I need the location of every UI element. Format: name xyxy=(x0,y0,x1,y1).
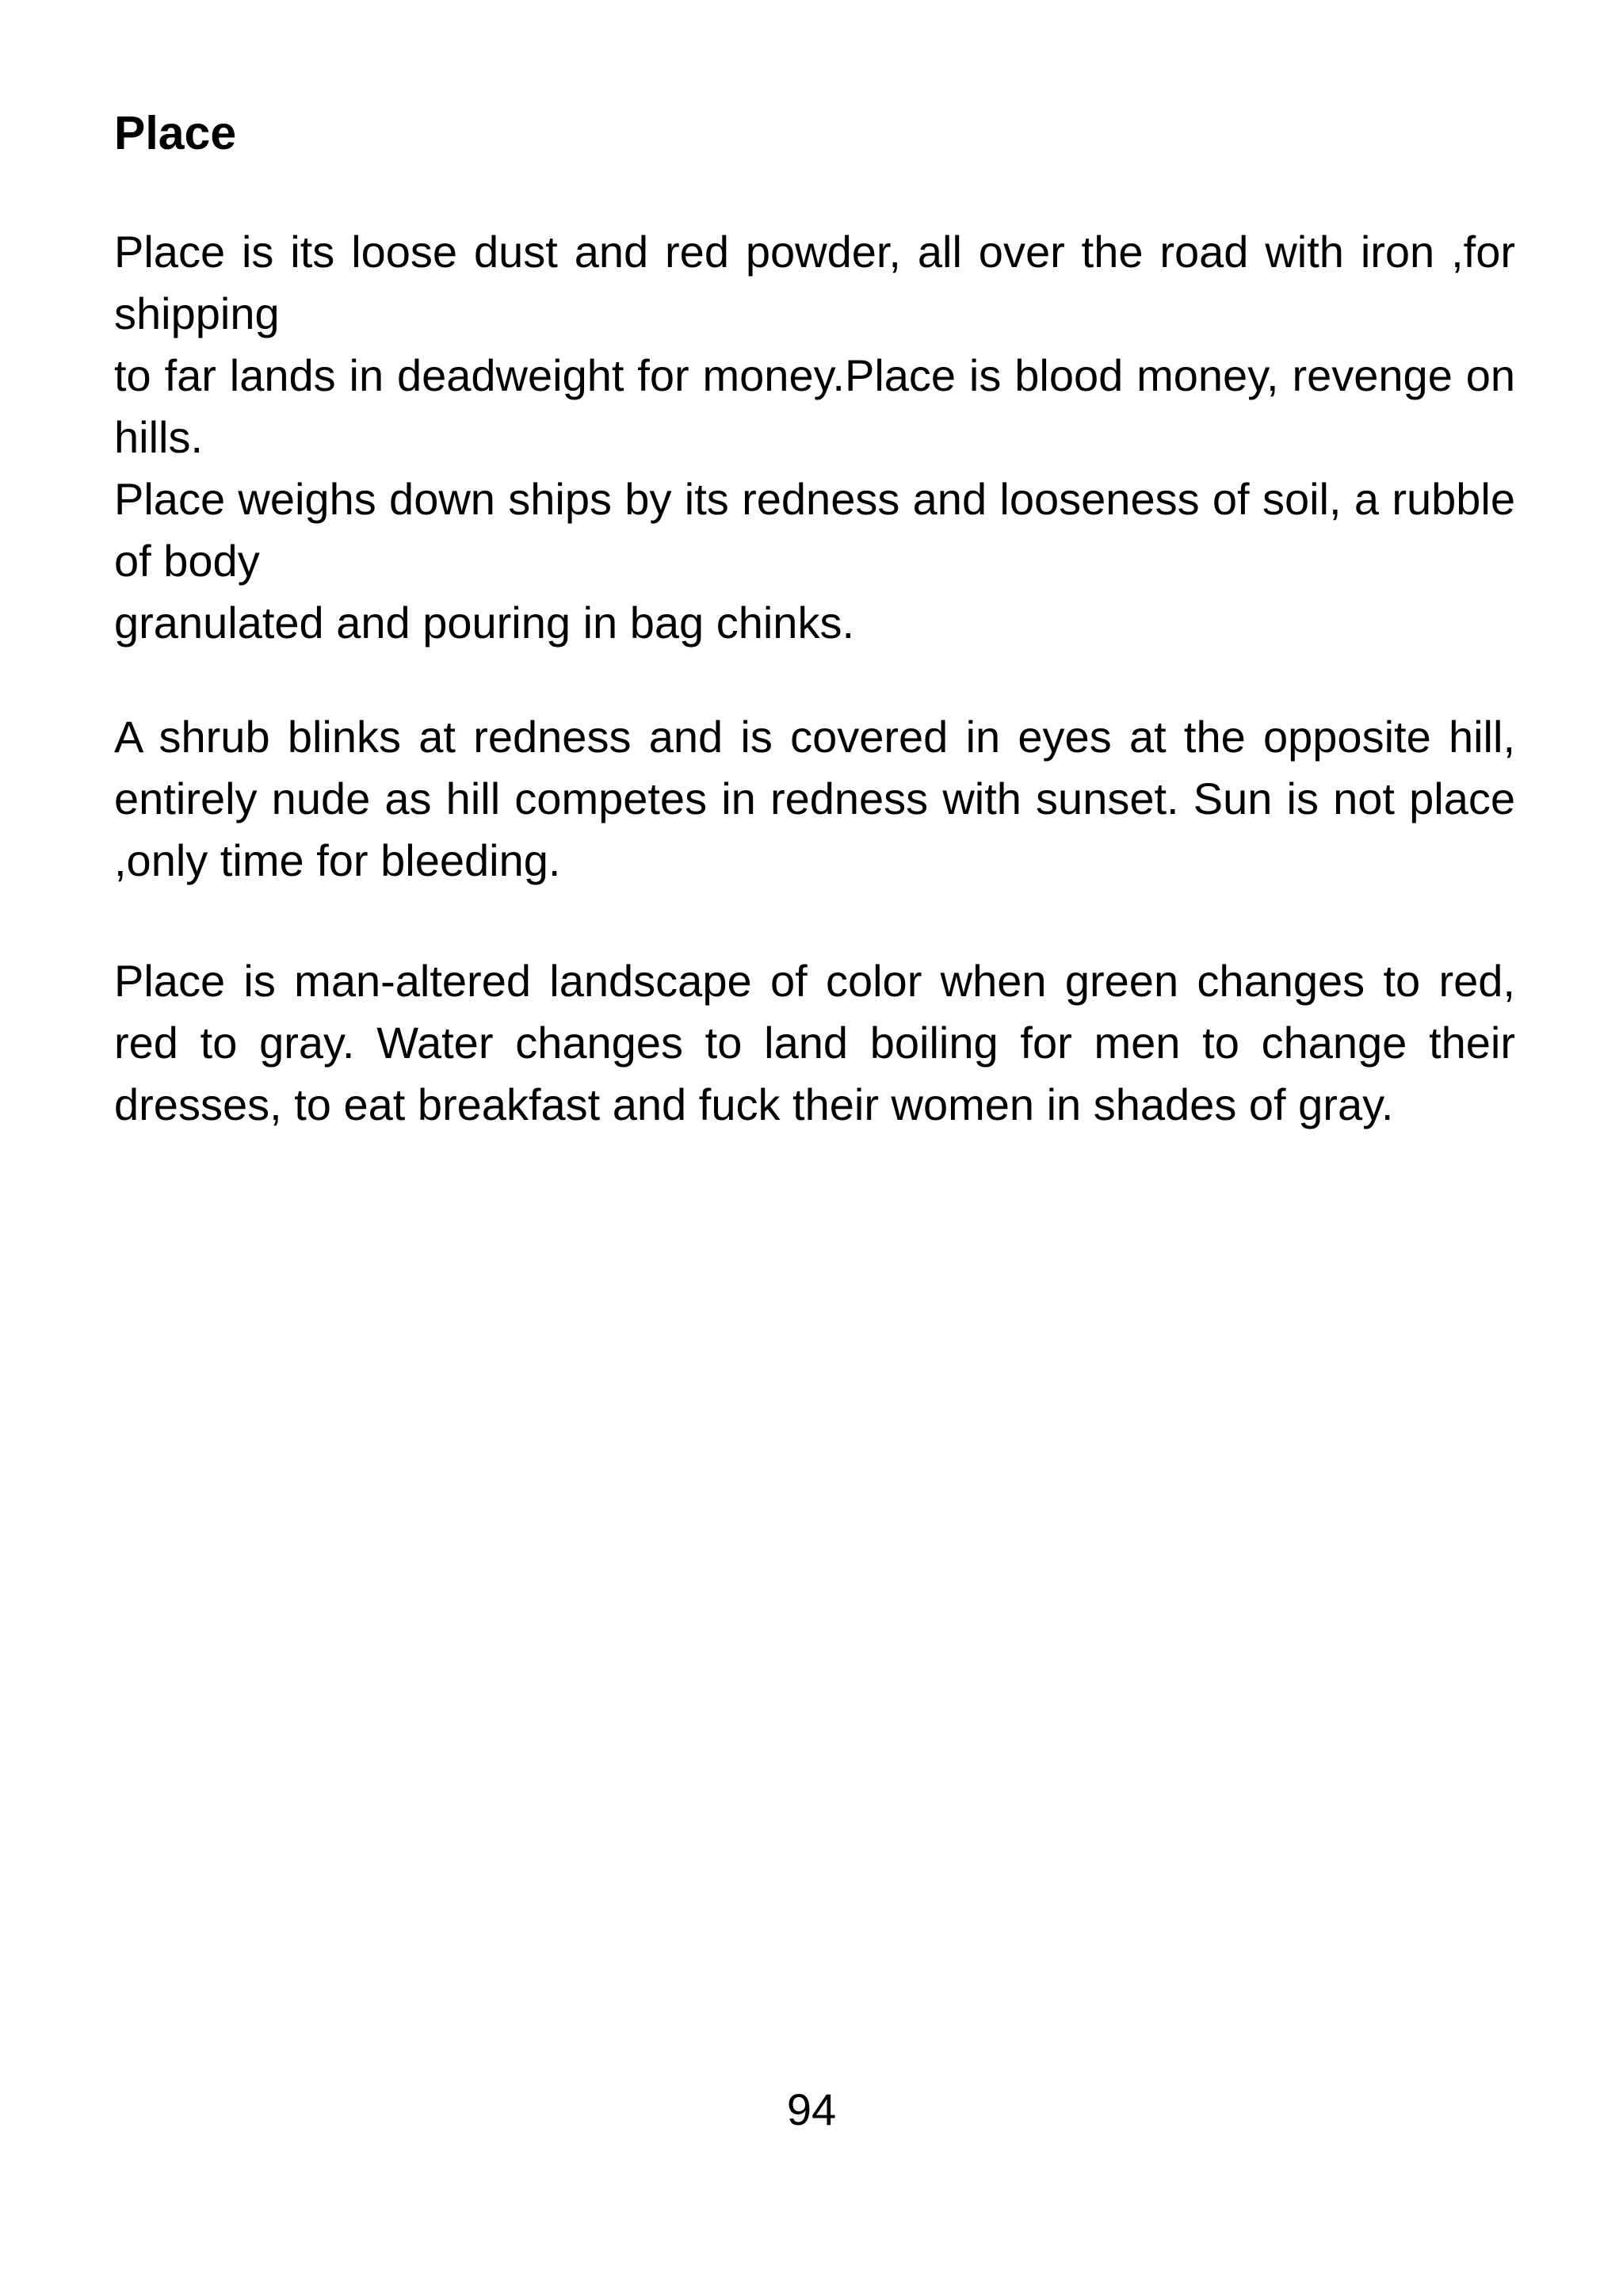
stanza-2-line-1: A shrub blinks at redness and is covered in eyes at the opposite hill, entirely nude as hill competes in redness with sunset. Sun is not place ,only time for bleeding. xyxy=(114,712,1515,885)
stanza-1 xyxy=(114,221,1515,654)
stanza-1-line-3: Place weighs down ships by its redness and looseness of soil, a rubble of body xyxy=(114,474,1515,586)
stanza-2 xyxy=(114,706,1515,892)
poem-title: Place xyxy=(114,107,237,159)
stanza-3-line-1: Place is man-altered landscape of color when green changes to red, red to gray. Water changes to land boiling for men to change their dresses, to eat breakfast and fuck their women in shades of gray. xyxy=(114,956,1515,1129)
stanza-3 xyxy=(114,950,1515,1136)
stanza-1-line-4: granulated and pouring in bag chinks. xyxy=(114,598,855,648)
stanza-1-line-2: to far lands in deadweight for money.Place is blood money, revenge on hills. xyxy=(114,350,1515,462)
page-number: 94 xyxy=(786,2084,837,2134)
stanza-1-line-1: Place is its loose dust and red powder, all over the road with iron ,for shipping xyxy=(114,227,1515,338)
